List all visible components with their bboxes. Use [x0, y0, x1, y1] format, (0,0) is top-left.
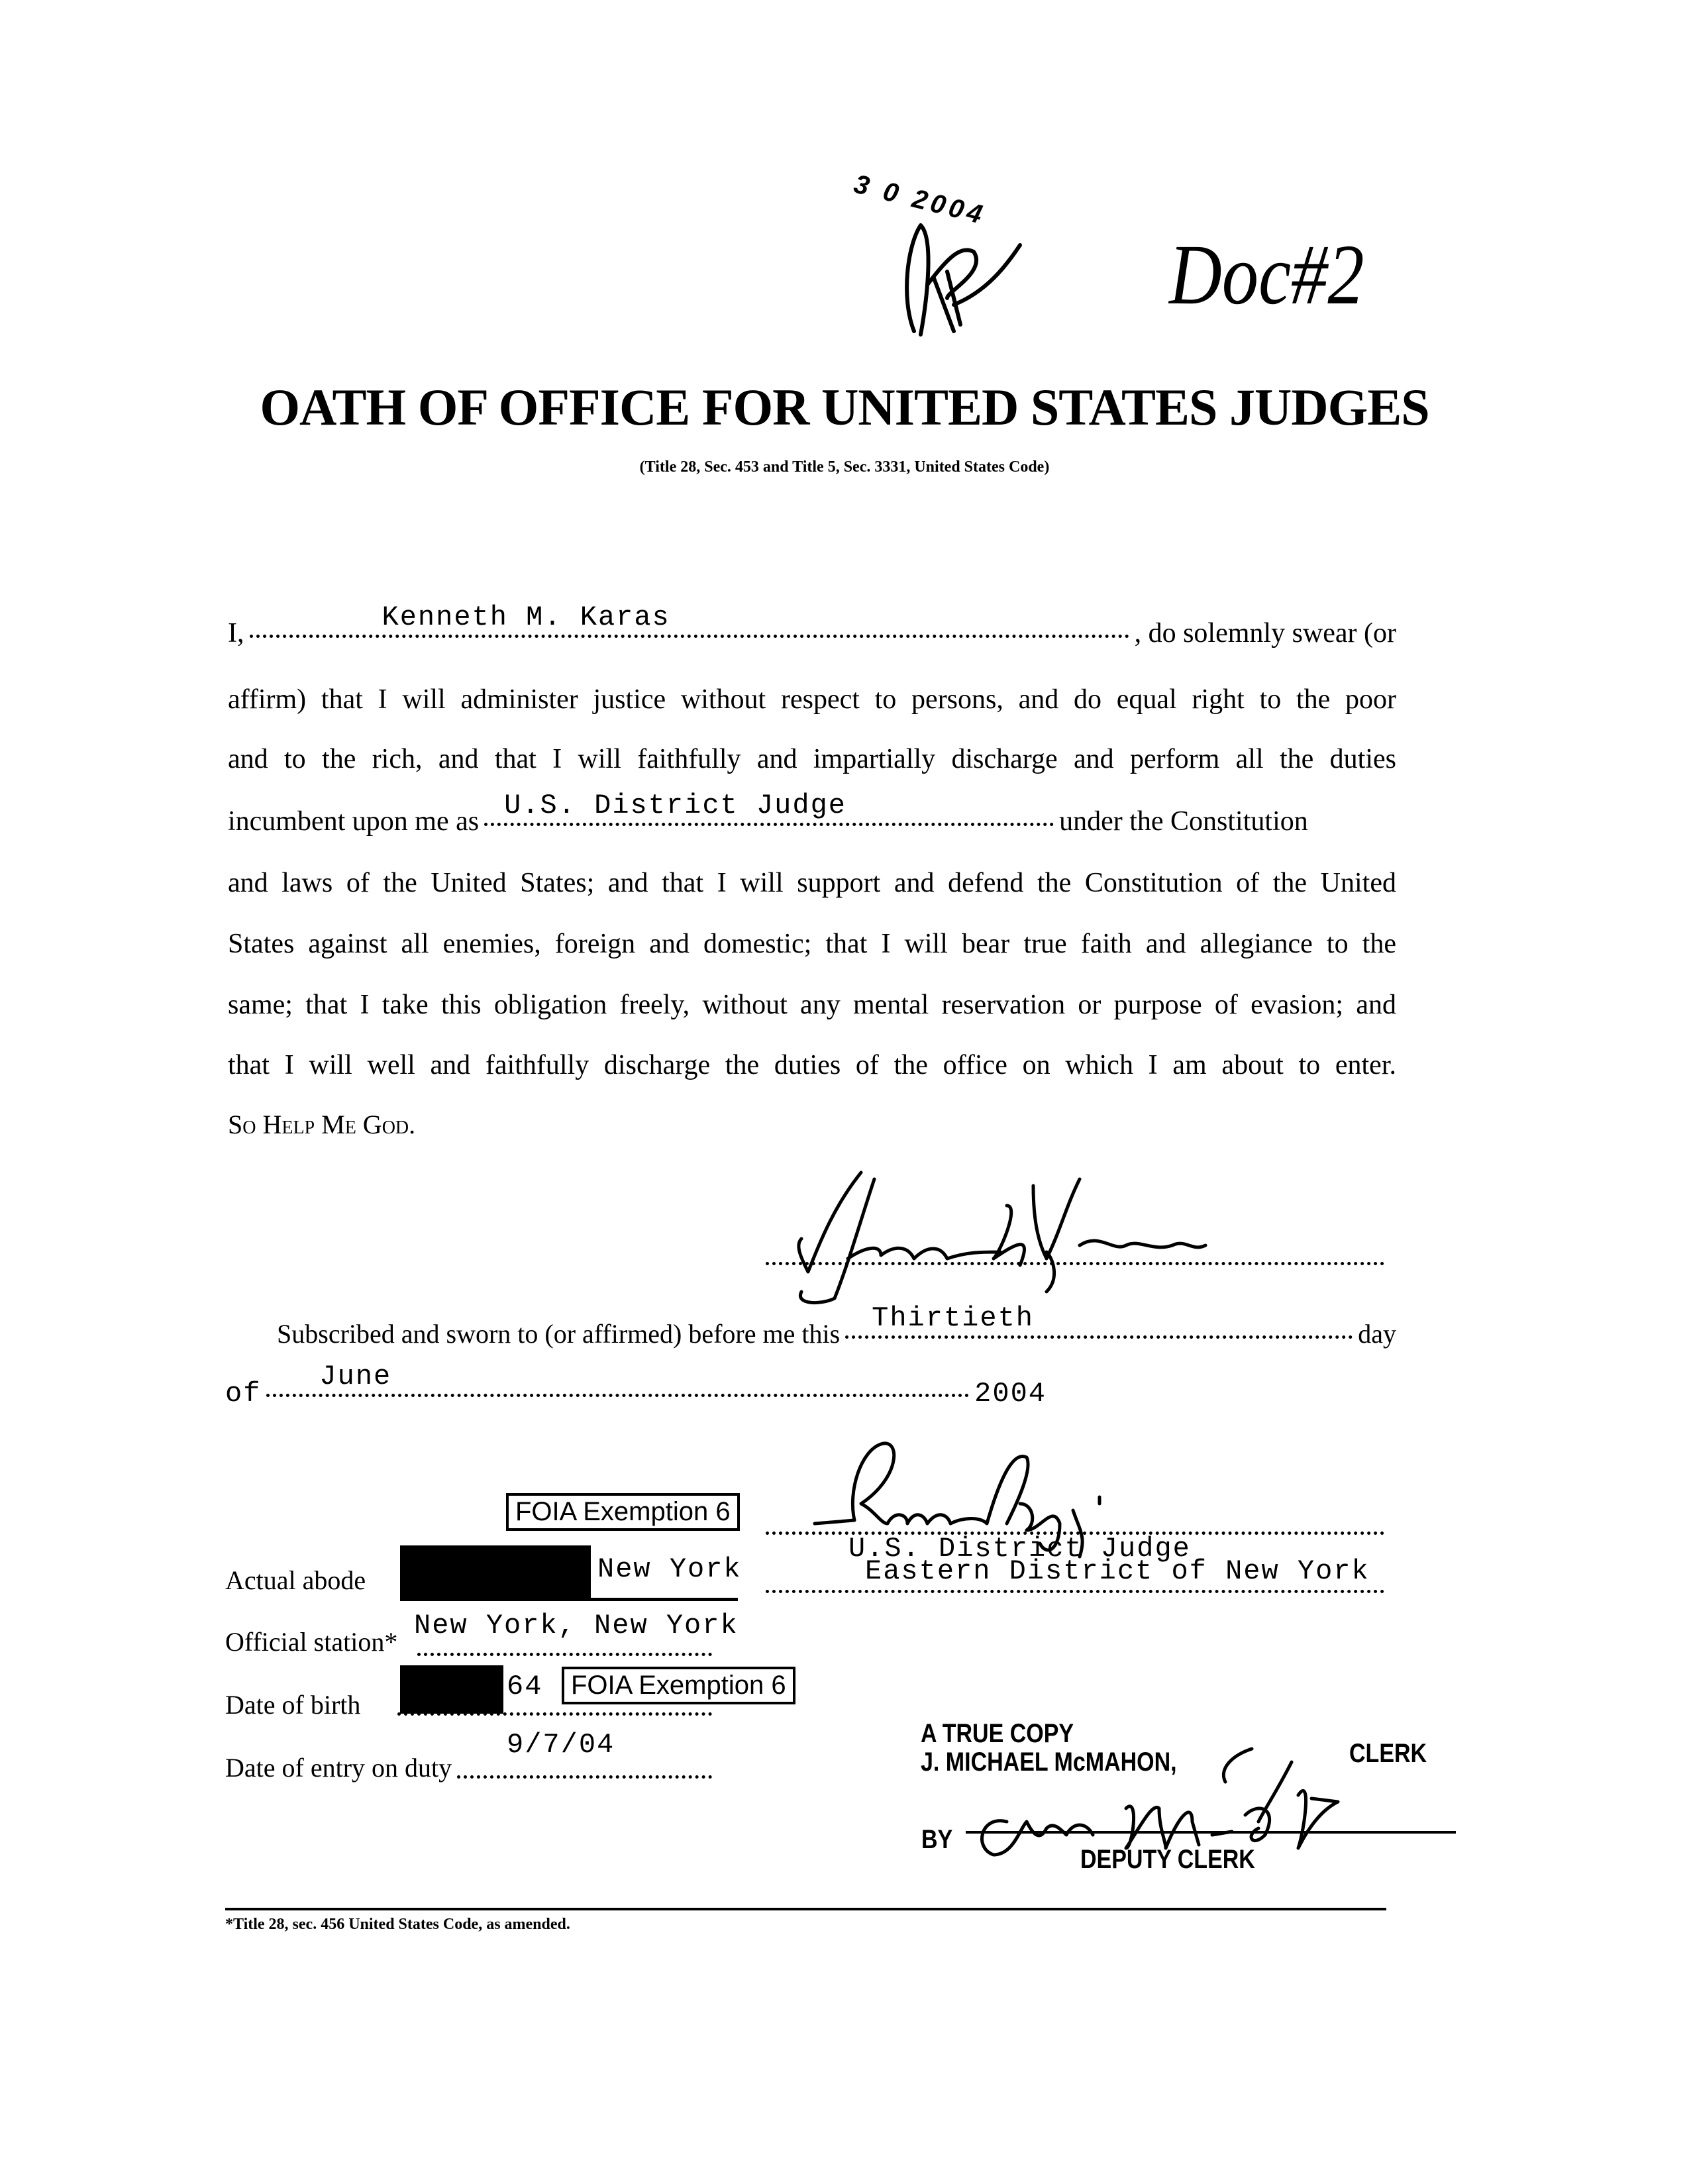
- day-dotted-leader: [845, 1302, 1353, 1339]
- oath-line-5: and laws of the United States; and that I will support and defend the Constitution of the United: [228, 868, 1396, 898]
- officer-title-2: Eastern District of New York: [865, 1555, 1370, 1587]
- date-of-birth-foia-label: FOIA Exemption 6: [562, 1667, 795, 1704]
- sworn-year: 2004: [974, 1378, 1047, 1410]
- footnote-divider: [225, 1908, 1386, 1910]
- oath-line-4-start: incumbent upon me as: [228, 806, 480, 837]
- sworn-line: [277, 1302, 1396, 1349]
- actual-abode-redaction: [400, 1545, 591, 1600]
- date-of-birth-line: [397, 1712, 712, 1716]
- month-line: [225, 1361, 1047, 1410]
- actual-abode-underline: [400, 1598, 738, 1601]
- date-of-birth-label: Date of birth: [225, 1690, 361, 1720]
- oath-line-3: and to the rich, and that I will faithfully and impartially discharge and perform all the duties: [228, 744, 1396, 774]
- officer-title-1: U.S. District Judge: [848, 1533, 1191, 1565]
- date-of-entry-value: 9/7/04: [507, 1729, 615, 1761]
- foia-redaction-label: FOIA Exemption 6: [506, 1493, 740, 1531]
- oath-line-7: same; that I take this obligation freely, without any mental reservation or purpose of evasion; and: [228, 990, 1396, 1020]
- actual-abode-value: New York: [597, 1553, 742, 1585]
- oath-line-4: [228, 790, 1396, 837]
- oath-line-8: that I will well and faithfully discharge the duties of the office on which I am about to enter.: [228, 1050, 1396, 1080]
- oath-line-4-end: under the Constitution: [1059, 806, 1308, 837]
- judge-signature: [782, 1166, 1285, 1312]
- sworn-day: Thirtieth: [872, 1302, 1034, 1334]
- date-of-entry-line: [457, 1775, 712, 1779]
- document-title: OATH OF OFFICE FOR UNITED STATES JUDGES: [260, 378, 1429, 436]
- of-label: of: [225, 1378, 262, 1410]
- sworn-month: June: [319, 1361, 392, 1392]
- month-dotted-leader: [266, 1361, 969, 1397]
- judge-name: Kenneth M. Karas: [382, 601, 670, 633]
- footnote: *Title 28, sec. 456 United States Code, as amended.: [225, 1916, 570, 1933]
- actual-abode-label: Actual abode: [225, 1565, 366, 1595]
- day-label: day: [1358, 1319, 1396, 1349]
- true-copy-label: A TRUE COPY: [921, 1719, 1074, 1748]
- initials-signature: [888, 219, 1086, 338]
- date-of-birth-partial: 64: [507, 1671, 543, 1702]
- oath-line-6: States against all enemies, foreign and domestic; that I will bear true faith and allegiance to the: [228, 929, 1396, 959]
- clerk-name: J. MICHAEL McMAHON,: [921, 1747, 1177, 1777]
- official-station-line: [417, 1653, 712, 1656]
- position-dotted-leader: [484, 790, 1054, 826]
- oath-line-1-end: , do solemnly swear (or: [1134, 618, 1396, 649]
- document-subtitle: (Title 28, Sec. 453 and Title 5, Sec. 3331, United States Code): [639, 458, 1050, 476]
- received-stamp: 3 0 2004: [850, 169, 990, 231]
- judge-position: U.S. District Judge: [504, 790, 846, 821]
- oath-i: I,: [228, 618, 244, 649]
- name-dotted-leader: [250, 601, 1129, 638]
- clerk-title: CLERK: [1349, 1739, 1427, 1768]
- doc-number-handwriting: Doc#2: [1169, 227, 1364, 323]
- oath-closing: So Help Me God.: [228, 1110, 416, 1139]
- by-label: BY: [921, 1825, 953, 1854]
- date-of-entry-label: Date of entry on duty: [225, 1753, 452, 1783]
- oath-line-1: [228, 601, 1396, 649]
- oath-line-2: affirm) that I will administer justice without respect to persons, and do equal right to the poor: [228, 684, 1396, 715]
- officer-title-line: [766, 1590, 1384, 1593]
- official-station-label: Official station*: [225, 1627, 398, 1657]
- sworn-text: Subscribed and sworn to (or affirmed) before me this: [277, 1319, 841, 1349]
- deputy-clerk-title: DEPUTY CLERK: [1080, 1845, 1255, 1874]
- official-station-value: New York, New York: [414, 1610, 739, 1641]
- date-of-birth-redaction: [400, 1665, 503, 1714]
